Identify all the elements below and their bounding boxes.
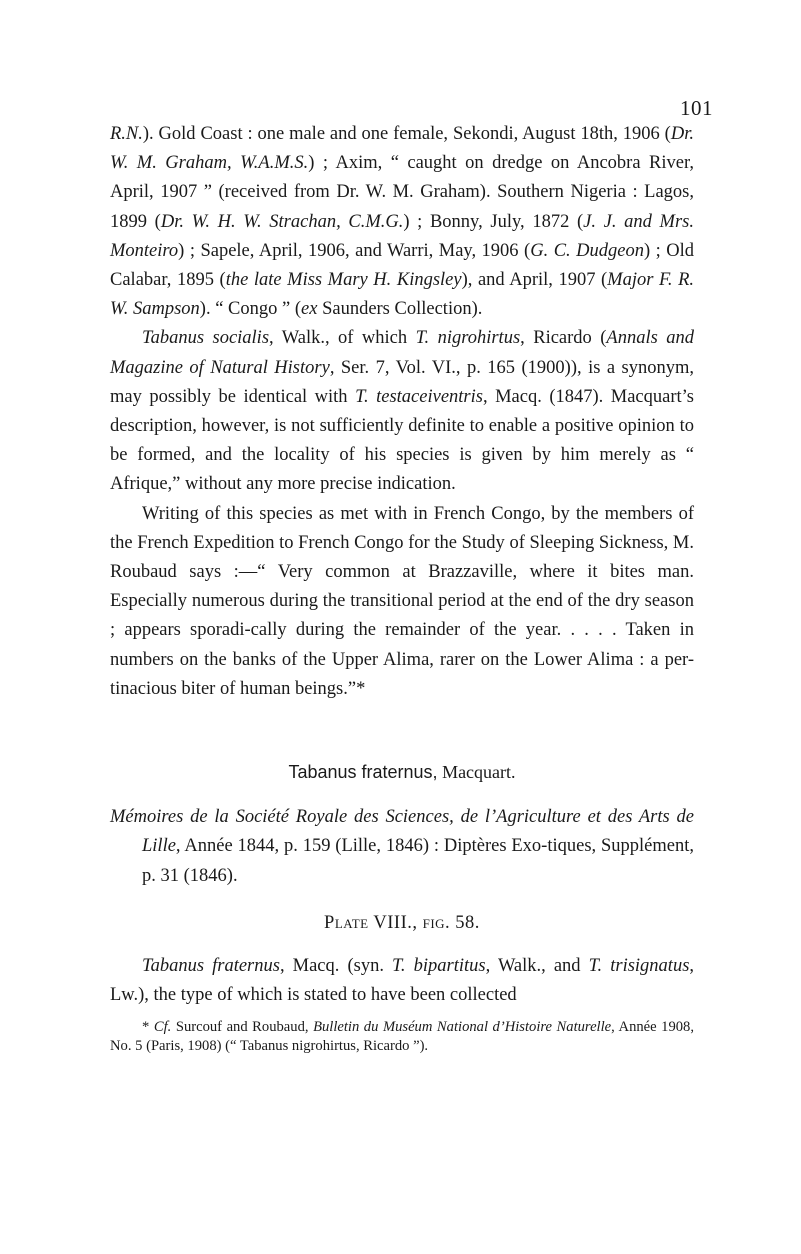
- p1-segment: the late Miss Mary H. Kingsley: [225, 270, 462, 291]
- p1-segment: G. C. Dudgeon: [530, 240, 644, 261]
- section-heading: [110, 758, 694, 787]
- footnote-segment: Cf.: [153, 1019, 172, 1036]
- p2-segment: T. testaceiventris: [355, 386, 483, 407]
- plate-reference: Plate VIII., fig. 58.: [324, 912, 480, 933]
- p1-segment: ex: [301, 299, 318, 320]
- p3-segment: Writing of this species as met with in French Congo, by the members of the French Expedition to French Congo for the Study of Sleeping Sickness, M. Roubaud says :—“ Very common at Brazzaville, where it bites man. Especially numerous during the transitional period at the end of the dry season ; appears sporadi-cally during the remainder of the year. . . . . Taken in numbers on the banks of the Upper Alima, rarer on the Lower Alima : a per-tinacious biter of human beings.”*: [110, 503, 694, 699]
- p2-segment: , Macq. (1847). Macquart’s description, however, is not sufficiently definite to enable a positive opinion to be formed, and the locality of his species is given by him merely as “ Afrique,” without any more precise indication.: [110, 386, 694, 495]
- p4-segment: , Macq. (syn.: [279, 956, 393, 977]
- p4-segment: Tabanus fraternus: [142, 956, 280, 977]
- p1-segment: J. J. and Mrs. Monteiro: [110, 211, 694, 261]
- body-text: [110, 120, 694, 1056]
- p4-segment: T. trisignatus: [588, 956, 690, 977]
- p1-segment: R.N.: [110, 124, 143, 144]
- p2-segment: Tabanus socialis: [142, 328, 270, 349]
- footnote-segment: *: [142, 1019, 154, 1036]
- p1-segment: Major F. R. W. Sampson: [110, 270, 695, 320]
- p1-segment: ) ; Sapele, April, 1906, and Warri, May, 1906 (: [178, 240, 531, 261]
- p1-segment: ). “ Congo ” (: [199, 299, 301, 320]
- p4-segment: , Walk., and: [485, 956, 589, 977]
- page-number: 101: [680, 96, 713, 120]
- footnote-segment: Bulletin du Muséum National d’Histoire Naturelle: [313, 1019, 612, 1036]
- p1-segment: ) ; Axim, “ caught on dredge on Ancobra River, April, 1907 ” (received from Dr. W. M. Graham). Southern Nigeria : Lagos, 1899 (: [110, 153, 695, 232]
- p1-segment: ). Gold Coast : one male and one female, Sekondi, August 18th, 1906 (: [142, 124, 671, 144]
- citation-segment: , Année 1844, p. 159 (Lille, 1846) : Diptères Exo-tiques, Supplément, p. 31 (1846).: [142, 836, 694, 886]
- p1-segment: ) ; Bonny, July, 1872 (: [403, 211, 584, 232]
- p2-segment: T. nigrohirtus: [415, 328, 521, 349]
- footnote-segment: Surcouf and Roubaud,: [171, 1019, 314, 1036]
- heading-author: Macquart.: [437, 762, 516, 783]
- paragraph-roubaud-quote: [110, 500, 694, 704]
- heading-species: Tabanus fraternus,: [288, 762, 438, 783]
- p2-segment: Annals and Magazine of Natural History: [110, 328, 694, 378]
- paragraph-tabanus-socialis: [110, 324, 694, 499]
- p2-segment: , Ser. 7, Vol. VI., p. 165 (1900)), is a synonym, may possibly be identical with: [110, 357, 695, 407]
- citation-segment: Mémoires de la Société Royale des Sciences, de l’Agriculture et des Arts de Lille: [110, 807, 694, 857]
- footnote: [110, 1018, 694, 1056]
- p1-segment: Saunders Collection).: [317, 299, 483, 320]
- p4-segment: T. bipartitus: [392, 956, 486, 977]
- p4-segment: , Lw.), the type of which is stated to have been collected: [110, 956, 695, 1006]
- paragraph-localities: [110, 120, 694, 324]
- paragraph-tabanus-fraternus: [110, 952, 694, 1010]
- p1-segment: Dr. W. M. Graham, W.A.M.S.: [110, 124, 694, 174]
- p1-segment: ) ; Old Calabar, 1895 (: [110, 240, 694, 291]
- p2-segment: , Ricardo (: [520, 328, 607, 349]
- footnote-segment: , Année 1908, No. 5 (Paris, 1908) (“ Tabanus nigrohirtus, Ricardo ”).: [110, 1019, 694, 1055]
- p1-segment: ), and April, 1907 (: [461, 270, 608, 291]
- citation: [110, 803, 694, 891]
- p1-segment: Dr. W. H. W. Strachan, C.M.G.: [160, 211, 404, 232]
- p2-segment: , Walk., of which: [269, 328, 416, 349]
